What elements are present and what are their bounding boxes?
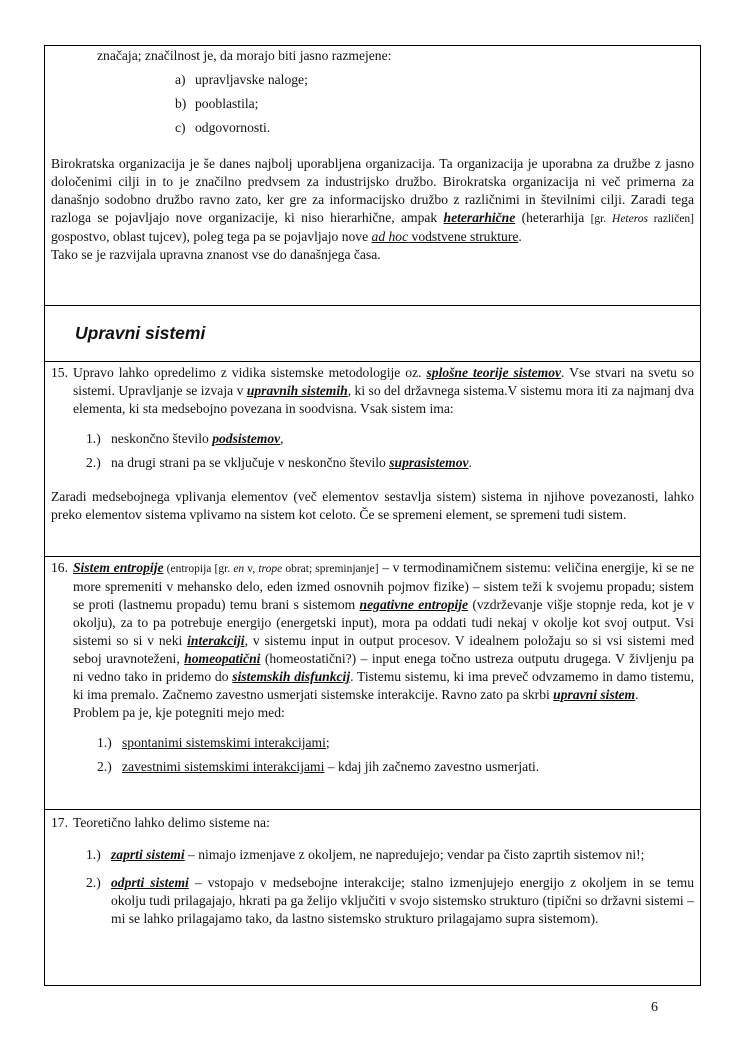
term-podsistemov: podsistemov [212,431,281,446]
item-17-intro: Teoretično lahko delimo sisteme na: [73,815,270,830]
list-item: 1.) spontanimi sistemskimi interakcijami; [97,735,330,750]
list-text: pooblastila; [195,96,259,111]
problem-line: Problem pa je, kje potegniti mejo med: [73,705,285,720]
row-item-16 [45,556,700,809]
list-item [175,119,694,137]
content-table [44,45,701,986]
interaction-list [51,734,694,776]
list-text: upravljavske naloge; [195,72,308,87]
item-number: 17. [51,815,68,830]
list-marker: c) [175,120,186,135]
intro-line: značaja; značilnost je, da morajo biti jasno razmejene: [97,48,392,63]
term-splosne-teorije: splošne teorije sistemov [426,365,562,380]
list-item [175,71,694,89]
term-heterarhicne: heterarhične [443,210,516,225]
system-type-list [51,846,694,928]
row-section-heading [45,305,700,361]
closing-line: Tako se je razvijala upravna znanost vse do današnjega časa. [51,247,381,262]
section-heading: Upravni sistemi [75,323,206,343]
list-item: 2.) na drugi strani pa se vključuje v neskončno število suprasistemov. [86,455,472,470]
term-upravnih-sistemih: upravnih sistemih [246,383,348,398]
item-number: 16. [51,560,68,575]
term-ad-hoc: ad hoc [371,229,409,244]
item-15: 15. Upravo lahko opredelimo z vidika sistemske metodologije oz. splošne teorije sistemov. Vse stvari na svetu so sistemi. Upravljanje se izvaja v upravnih sistemih, ki so del državnega sistema.V sistemu mora iti za najmanj dva elementa, ki sta medsebojno povezana in soodvisna. Vsak sistem ima: [51,365,694,416]
term-zaprti-sistemi: zaprti sistemi [111,847,185,862]
term-homeopaticni: homeopatični [184,651,261,666]
list-marker: b) [175,96,187,111]
list-text: odgovornosti. [195,120,271,135]
item-15-closing: Zaradi medsebojnega vplivanja elementov (več elementov sestavlja sistem) sistema in njihove povezanosti, lahko preko elementov sistema vplivamo na sistem kot celoto. Če se spremeni element, se spremeni tudi sistem. [51,489,694,522]
term-negativne-entropije: negativne entropije [359,597,469,612]
item-number: 15. [51,365,68,380]
row-birokratska [45,46,700,305]
birokratska-paragraph: Birokratska organizacija je še danes najbolj uporabljena organizacija. Ta organizacija je uporabna za družbe z jasno določenimi cilji in to je značilno predvsem za industrijsko družbo. Birokratska organizacija ni več primerna za današnjo sodobno družbo ravno zato, ker gre za informacijsko družbo z različnimi in številnimi cilji. Zaradi tega razloga se pojavljajo nove organizacije, ki niso hierarhične, ampak heterarhične (heterarhija [gr. Heteros različen] gospostvo, oblast tujcev), poleg tega pa se pojavljajo nove ad hoc vodstvene strukture. [51,156,695,244]
term-odprti-sistemi: odprti sistemi [111,875,189,890]
list-item: 1.) neskončno število podsistemov, [86,431,284,446]
list-marker: a) [175,72,186,87]
term-sistem-entropije: Sistem entropije [73,560,164,575]
term-suprasistemov: suprasistemov [389,455,469,470]
list-item: 2.) odprti sistemi – vstopajo v medsebojne interakcije; stalno izmenjujejo energijo z okoljem in se temu okolju tudi prilagajajo, hkrati pa ga želijo vključiti v svojo sistemsko strukturo (tipični so državni sistemi – mi se lahko prilagajamo tako, da lastno sistemsko strukturo prilagajamo supra sistemom). [86,875,694,926]
term-interakciji: interakciji [187,633,245,648]
page-number: 6 [651,1000,658,1015]
list-item [175,95,694,113]
system-list [51,430,694,472]
letter-list [51,71,694,137]
list-item: 1.) zaprti sistemi – nimajo izmenjave z okoljem, ne napredujejo; vendar pa čisto zaprtih sistemov ni!; [86,847,645,862]
item-16: 16. Sistem entropije (entropija [gr. en v, trope obrat; spreminjanje] – v termodinamičnem sistemu: veličina energije, ki se ne more spremeniti v mehansko delo, eden izmed osnovnih pojmov fizike) – sistem teži k svojemu propadu; sistem se proti (lastnemu propadu) temu brani s sistemom negativne entropije (vzdrževanje višje stopnje reda, kot je v okolju), za to pa potrebuje energijo (energetski input), mora pa oddati tudi nekaj v okolje kot svoj output. Vsi sistemi so si v neki interakciji, v sistemu input in output procesov. V idealnem položaju so si vsi sistemi med seboj uravnoteženi, homeopatični (homeostatični?) – input enega točno ustreza outputu drugega. V življenju pa ni vedno tako in pridemo do sistemskih disfunkcij. Tistemu sistemu, ki ima preveč odvzamemo in damo tistemu, ki ima premalo. Začnemo zavestno usmerjati sistemske interakcije. Ravno zato pa skrbi upravni sistem. Problem pa je, kje potegniti mejo med: [51,560,695,720]
row-item-15 [45,361,700,556]
term-upravni-sistem: upravni sistem [553,687,636,702]
term-sistemskih-disfunkcij: sistemskih disfunkcij [232,669,351,684]
list-item: 2.) zavestnimi sistemskimi interakcijami – kdaj jih začnemo zavestno usmerjati. [97,759,540,774]
row-item-17 [45,809,700,985]
item-17 [51,814,694,832]
